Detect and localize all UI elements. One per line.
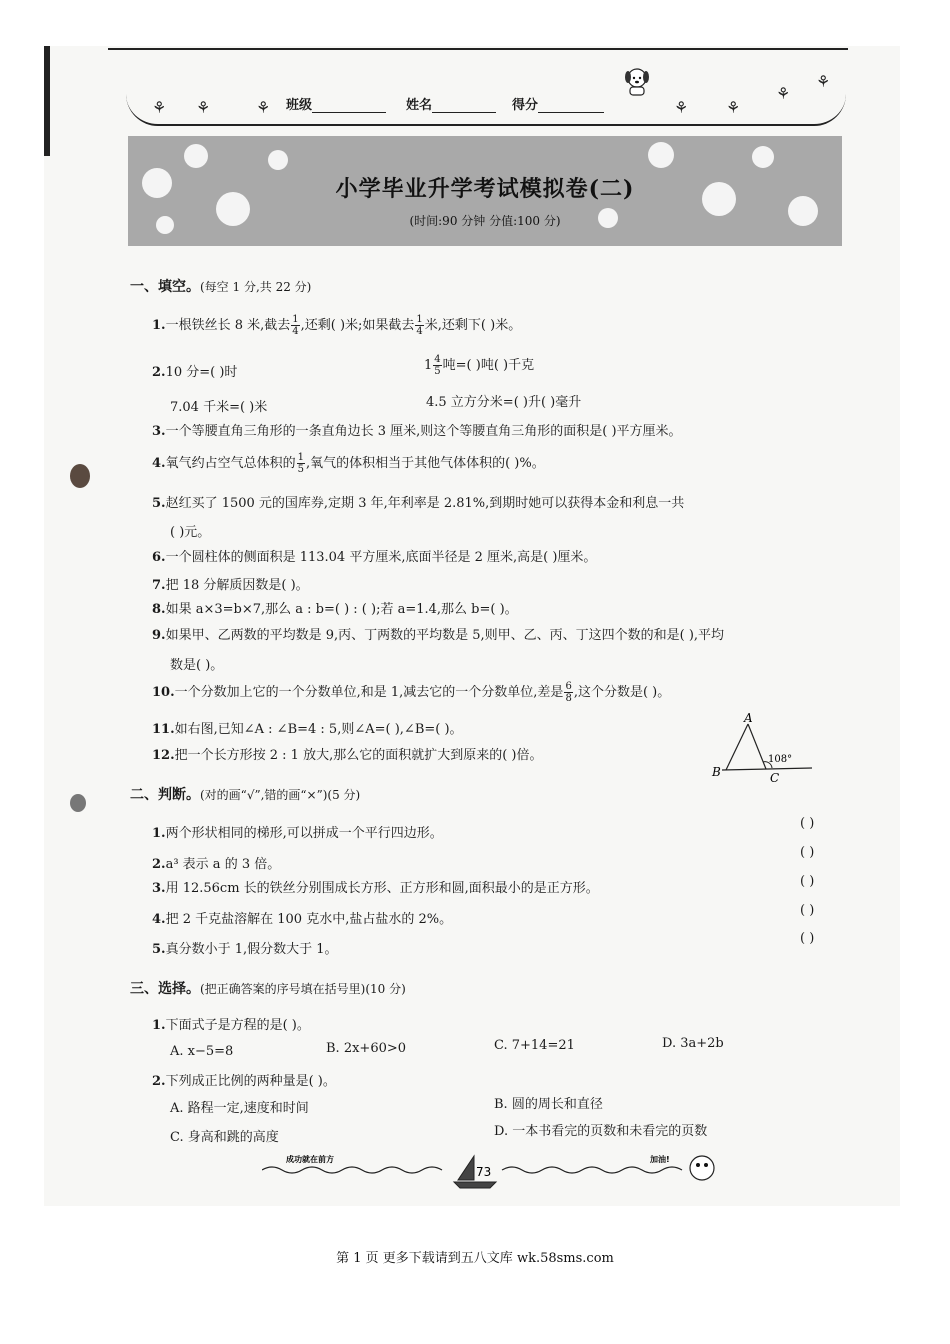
fraction: $\frac{1}{4}$: [416, 314, 423, 337]
fraction: $\frac{4}{5}$: [434, 354, 441, 377]
side-ab: [726, 724, 748, 770]
answer-parentheses[interactable]: ( ): [800, 845, 815, 860]
question-1-10: 10.一个分数加上它的一个分数单位,和是 1,减去它的一个分数单位,差是 $\frac{6}{8}$ ,这个分数是( )。: [152, 681, 671, 704]
exam-subtitle: (时间:90 分钟 分值:100 分): [409, 214, 561, 228]
answer-parentheses[interactable]: ( ): [800, 903, 815, 918]
choice-question-2: 2.下列成正比例的两种量是( )。: [152, 1074, 336, 1089]
section-choice-title: 三、选择。(把正确答案的序号填在括号里)(10 分): [130, 981, 406, 997]
question-1-8: 8.如果 a×3=b×7,那么 a : b=( ) : ( );若 a=1.4,那么 b=( )。: [152, 602, 518, 617]
option-d[interactable]: D. 3a+2b: [662, 1036, 724, 1051]
scan-edge-shadow: [44, 46, 50, 156]
question-1-2c: 7.04 千米=( )米: [170, 400, 268, 415]
exam-title: 小学毕业升学考试模拟卷(二): [335, 176, 635, 202]
question-1-7: 7.把 18 分解质因数是( )。: [152, 578, 309, 593]
choice-question-1: 1.下面式子是方程的是( )。: [152, 1018, 310, 1033]
answer-parentheses[interactable]: ( ): [800, 816, 815, 831]
answer-parentheses[interactable]: ( ): [800, 931, 815, 946]
page-number: 73: [476, 1165, 492, 1179]
question-1-6: 6.一个圆柱体的侧面积是 113.04 平方厘米,底面半径是 2 厘米,高是( )厘米。: [152, 550, 597, 565]
sprout-icon: ⚘: [816, 72, 831, 91]
base-line: [722, 768, 812, 770]
sprout-icon: ⚘: [196, 98, 211, 117]
bird-eye: [704, 1163, 708, 1167]
exam-header: [126, 72, 846, 124]
question-1-2a: 2.10 分=( )时: [152, 365, 238, 380]
top-rule: [108, 48, 848, 50]
footer-slogan-left: 成功就在前方: [286, 1155, 334, 1164]
bird-icon: [690, 1156, 714, 1180]
option-a[interactable]: A. x−5=8: [170, 1044, 234, 1059]
judge-item: 5.真分数小于 1,假分数大于 1。: [152, 942, 338, 957]
fraction: $\frac{1}{5}$: [297, 452, 304, 475]
answer-parentheses[interactable]: ( ): [800, 874, 815, 889]
bubble-decoration: [184, 144, 208, 168]
question-1-12: 12.把一个长方形按 2 : 1 放大,那么它的面积就扩大到原来的( )倍。: [152, 748, 543, 763]
name-field[interactable]: [406, 94, 496, 113]
sprout-icon: ⚘: [256, 98, 271, 117]
score-field[interactable]: [512, 94, 604, 113]
sprout-icon: ⚘: [152, 98, 167, 117]
judge-item: 1.两个形状相同的梯形,可以拼成一个平行四边形。: [152, 826, 443, 841]
triangle-figure: [708, 712, 818, 788]
angle-label: 108°: [768, 754, 793, 765]
label-a: A: [744, 712, 753, 725]
option-d[interactable]: D. 一本书看完的页数和未看完的页数: [494, 1124, 708, 1139]
option-b[interactable]: B. 圆的周长和直径: [494, 1097, 603, 1112]
fraction: $\frac{6}{8}$: [565, 681, 572, 704]
sprout-icon: ⚘: [776, 84, 791, 103]
question-1-4: 4.氧气约占空气总体积的 $\frac{1}{5}$ ,氧气的体积相当于其他气体体积的( )%。: [152, 452, 545, 475]
sprout-icon: ⚘: [726, 98, 741, 117]
question-1-2d: 4.5 立方分米=( )升( )毫升: [426, 395, 582, 410]
sprout-icon: ⚘: [674, 98, 689, 117]
punch-hole: [70, 794, 86, 812]
label-c: C: [770, 771, 780, 785]
question-1-5-cont: ( )元。: [170, 525, 211, 540]
judge-item: 2.a³ 表示 a 的 3 倍。: [152, 857, 281, 872]
bubble-decoration: [752, 146, 774, 168]
label-b: B: [712, 765, 721, 779]
question-1-11: 11.如右图,已知∠A : ∠B=4 : 5,则∠A=( ),∠B=( )。: [152, 722, 463, 737]
bubble-decoration: [268, 150, 288, 170]
wave-line: [502, 1167, 682, 1173]
class-label: 班级: [286, 98, 313, 113]
puppy-icon: [620, 66, 654, 96]
bubble-decoration: [648, 142, 674, 168]
question-1-9-cont: 数是( )。: [170, 658, 224, 673]
question-1-5: 5.赵红买了 1500 元的国库券,定期 3 年,年利率是 2.81%,到期时她可以获得本金和利息一共: [152, 496, 685, 511]
wave-line: [262, 1167, 442, 1173]
footer-decoration: [262, 1150, 732, 1190]
option-b[interactable]: B. 2x+60>0: [326, 1041, 407, 1056]
judge-item: 4.把 2 千克盐溶解在 100 克水中,盐占盐水的 2%。: [152, 912, 453, 927]
title-banner: [128, 136, 842, 246]
option-c[interactable]: C. 7+14=21: [494, 1038, 575, 1053]
question-1-2b: 1 $\frac{4}{5}$ 吨=( )吨( )千克: [424, 354, 535, 377]
judge-item: 3.用 12.56cm 长的铁丝分别围成长方形、正方形和圆,面积最小的是正方形。: [152, 881, 599, 896]
question-1-3: 3.一个等腰直角三角形的一条直角边长 3 厘米,则这个等腰直角三角形的面积是( )平方厘米。: [152, 424, 682, 439]
punch-hole: [70, 464, 90, 488]
bird-eye: [696, 1163, 700, 1167]
section-fill-in-title: 一、填空。(每空 1 分,共 22 分): [130, 279, 312, 295]
class-field[interactable]: [286, 94, 386, 113]
section-judge-title: 二、判断。(对的画“√”,错的画“×”)(5 分): [130, 787, 361, 803]
option-a[interactable]: A. 路程一定,速度和时间: [170, 1101, 309, 1116]
fraction: $\frac{1}{4}$: [292, 314, 299, 337]
footer-slogan-right: 加油!: [650, 1155, 670, 1164]
question-1-1: 1.一根铁丝长 8 米,截去 $\frac{1}{4}$ ,还剩( )米;如果截去 $\frac{1}{4}$ 米,还剩下( )米。: [152, 314, 522, 337]
question-1-9: 9.如果甲、乙两数的平均数是 9,丙、丁两数的平均数是 5,则甲、乙、丙、丁这四个数的和是( ),平均: [152, 628, 725, 643]
score-label: 得分: [512, 98, 539, 113]
name-label: 姓名: [406, 98, 433, 113]
option-c[interactable]: C. 身高和跳的高度: [170, 1130, 279, 1145]
page-footer-text: 第 1 页 更多下载请到五八文库 wk.58sms.com: [336, 1251, 614, 1266]
